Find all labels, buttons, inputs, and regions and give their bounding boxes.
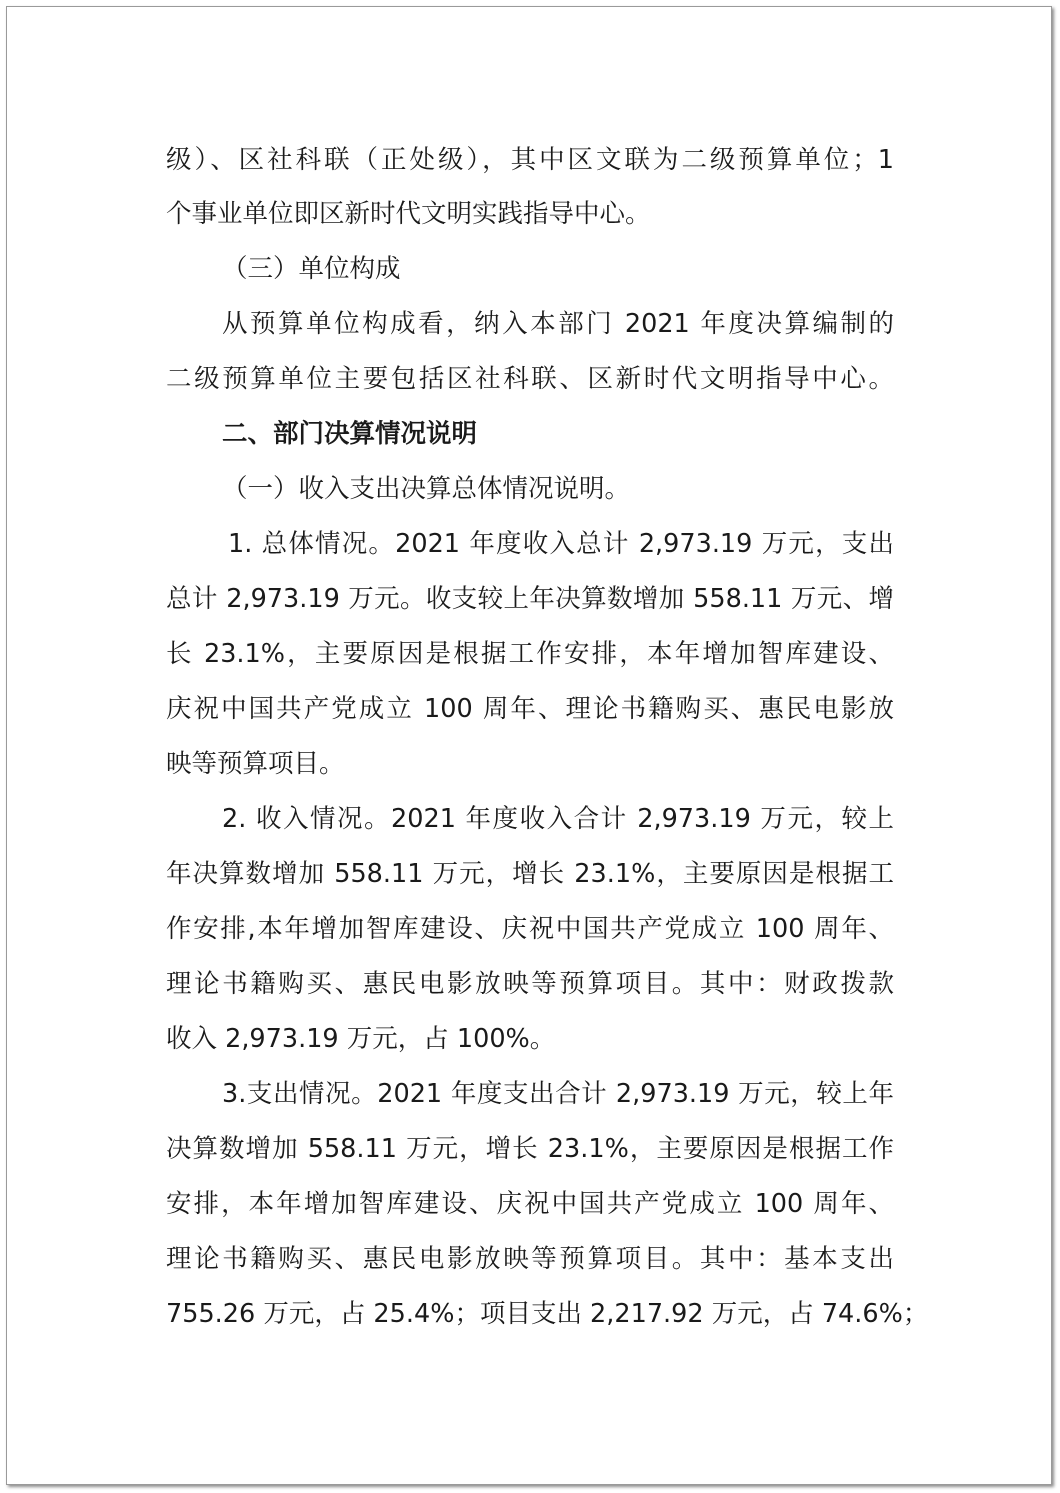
paragraph-line: 庆祝中国共产党成立 100 周年、理论书籍购买、惠民电影放 [166, 694, 894, 724]
section-heading: 二、部门决算情况说明 [222, 419, 478, 449]
paragraph-line: 理论书籍购买、惠民电影放映等预算项目。其中：基本支出 [166, 1244, 894, 1274]
paragraph-line: 个事业单位即区新时代文明实践指导中心。 [166, 199, 651, 229]
section-heading: （一）收入支出决算总体情况说明。 [222, 474, 631, 504]
paragraph-line: 二级预算单位主要包括区社科联、区新时代文明指导中心。 [166, 364, 894, 394]
paragraph-line: 收入 2,973.19 万元，占 100%。 [166, 1024, 556, 1054]
paragraph-line: 755.26 万元，占 25.4%；项目支出 2,217.92 万元，占 74.6%； [166, 1299, 929, 1329]
paragraph-line: 长 23.1%，主要原因是根据工作安排，本年增加智库建设、 [166, 639, 894, 669]
paragraph-line: 理论书籍购买、惠民电影放映等预算项目。其中：财政拨款 [166, 969, 894, 999]
paragraph-line: 年决算数增加 558.11 万元，增长 23.1%，主要原因是根据工 [166, 859, 894, 889]
section-heading: （三）单位构成 [222, 254, 401, 284]
paragraph-line: 映等预算项目。 [166, 749, 345, 779]
paragraph-line: 级）、区社科联（正处级），其中区文联为二级预算单位；1 [166, 145, 894, 175]
paragraph-line: 决算数增加 558.11 万元，增长 23.1%，主要原因是根据工作 [166, 1134, 894, 1164]
paragraph-line: 1. 总体情况。2021 年度收入总计 2,973.19 万元，支出 [228, 529, 894, 559]
paragraph-line: 作安排,本年增加智库建设、庆祝中国共产党成立 100 周年、 [166, 914, 894, 944]
paragraph-line: 总计 2,973.19 万元。收支较上年决算数增加 558.11 万元、增 [166, 584, 894, 614]
paragraph-line: 从预算单位构成看，纳入本部门 2021 年度决算编制的 [222, 309, 894, 339]
paragraph-line: 2. 收入情况。2021 年度收入合计 2,973.19 万元，较上 [222, 804, 894, 834]
paragraph-line: 安排，本年增加智库建设、庆祝中国共产党成立 100 周年、 [166, 1189, 894, 1219]
paragraph-line: 3.支出情况。2021 年度支出合计 2,973.19 万元，较上年 [222, 1079, 894, 1109]
